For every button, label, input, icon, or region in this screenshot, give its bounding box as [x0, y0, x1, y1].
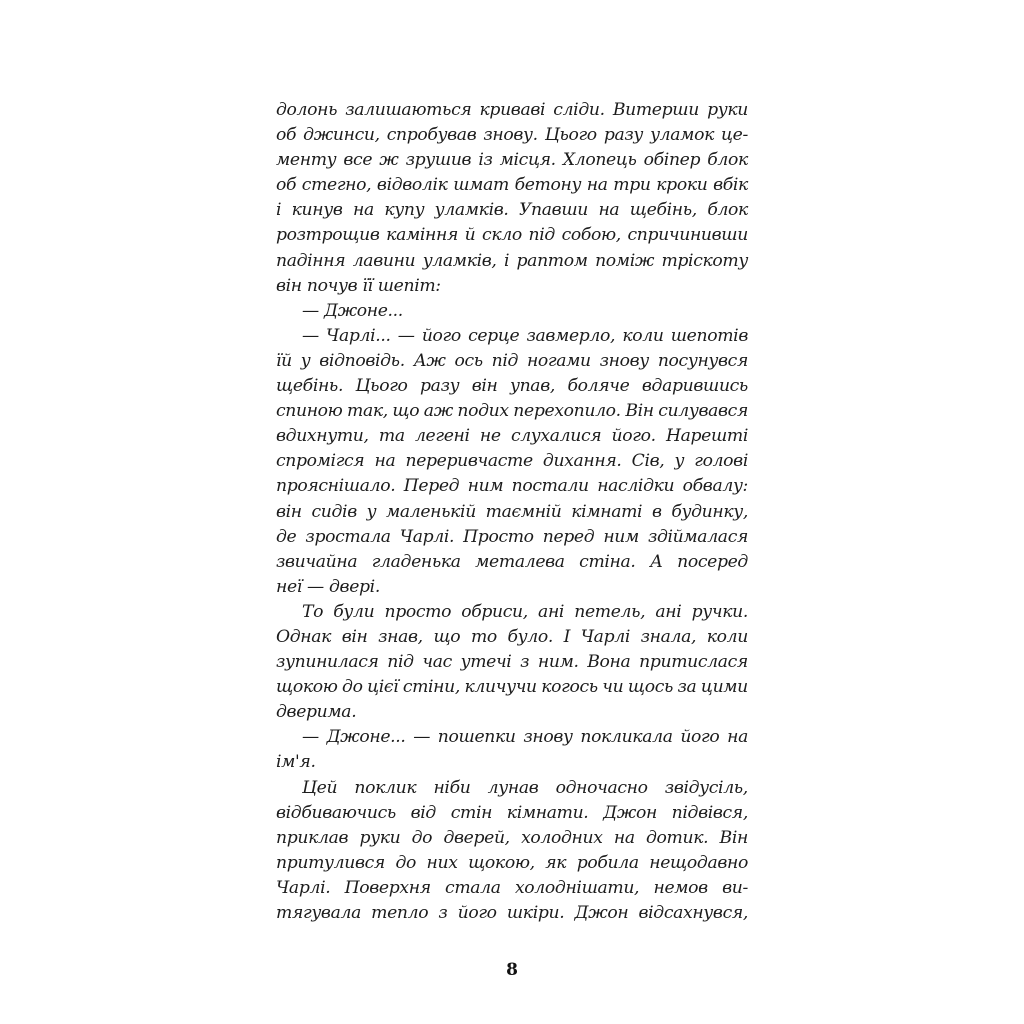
text-line: зупинилася під час утечі з ним. Вона притислася: [276, 652, 748, 673]
text-line: Чарлі. Поверхня стала холоднішати, немов ви-: [276, 877, 748, 898]
text-line: тягувала тепло з його шкіри. Джон відсахнувся,: [276, 903, 748, 923]
text-line: прояснішало. Перед ним постали наслідки обвалу:: [276, 476, 748, 497]
text-line: долонь залишаються криваві сліди. Витерши руки: [276, 100, 748, 120]
paragraph-start-line: То були просто обриси, ані петель, ані ручки.: [302, 601, 748, 622]
text-line: де зростала Чарлі. Просто перед ним здіймалася: [276, 526, 748, 547]
body-text: [276, 98, 748, 926]
text-line: вдихнути, та легені не слухалися його. Нарешті: [276, 426, 748, 447]
dialogue-line: — Чарлі... — його серце завмерло, коли шепотів: [302, 325, 748, 346]
text-line: розтрощив каміння й скло під собою, спричинивши: [276, 225, 748, 246]
text-line: він почув її шепіт:: [276, 275, 441, 296]
page-number: 8: [506, 960, 518, 980]
text-line: спиною так, що аж подих перехопило. Він силувався: [276, 401, 748, 422]
text-line: їй у відповідь. Аж ось під ногами знову посунувся: [276, 350, 748, 371]
text-line: об джинси, спробував знову. Цього разу уламок це-: [276, 125, 748, 146]
dialogue-line: — Джоне... — пошепки знову покликала його на: [302, 727, 748, 748]
text-line: приклав руки до дверей, холодних на дотик. Він: [276, 827, 748, 848]
text-line: падіння лавини уламків, і раптом поміж тріскоту: [276, 250, 748, 271]
text-line: неї — двері.: [276, 576, 380, 597]
text-line: звичайна гладенька металева стіна. А посеред: [276, 551, 748, 572]
text-line: дверима.: [276, 702, 357, 723]
text-line: і кинув на купу уламків. Упавши на щебінь, блок: [276, 200, 748, 221]
text-line: щебінь. Цього разу він упав, боляче вдарившись: [276, 376, 748, 397]
text-line: Однак він знав, що то було. І Чарлі знала, коли: [276, 626, 748, 647]
dialogue-line: — Джоне...: [302, 300, 403, 321]
text-line: відбиваючись від стін кімнати. Джон підвівся,: [276, 802, 748, 823]
text-line: спромігся на переривчасте дихання. Сів, у голові: [276, 451, 748, 472]
text-line: менту все ж зрушив із місця. Хлопець обіпер блок: [276, 150, 748, 171]
text-line: ім'я.: [276, 752, 316, 773]
text-line: щокою до цієї стіни, кличучи когось чи щось за цими: [276, 677, 748, 698]
text-line: він сидів у маленькій таємній кімнаті в будинку,: [276, 501, 748, 522]
text-line: об стегно, відволік шмат бетону на три кроки вбік: [276, 175, 748, 196]
paragraph-start-line: Цей поклик ніби лунав одночасно звідусіль,: [302, 777, 748, 798]
text-line: притулився до них щокою, як робила нещодавно: [276, 852, 748, 873]
